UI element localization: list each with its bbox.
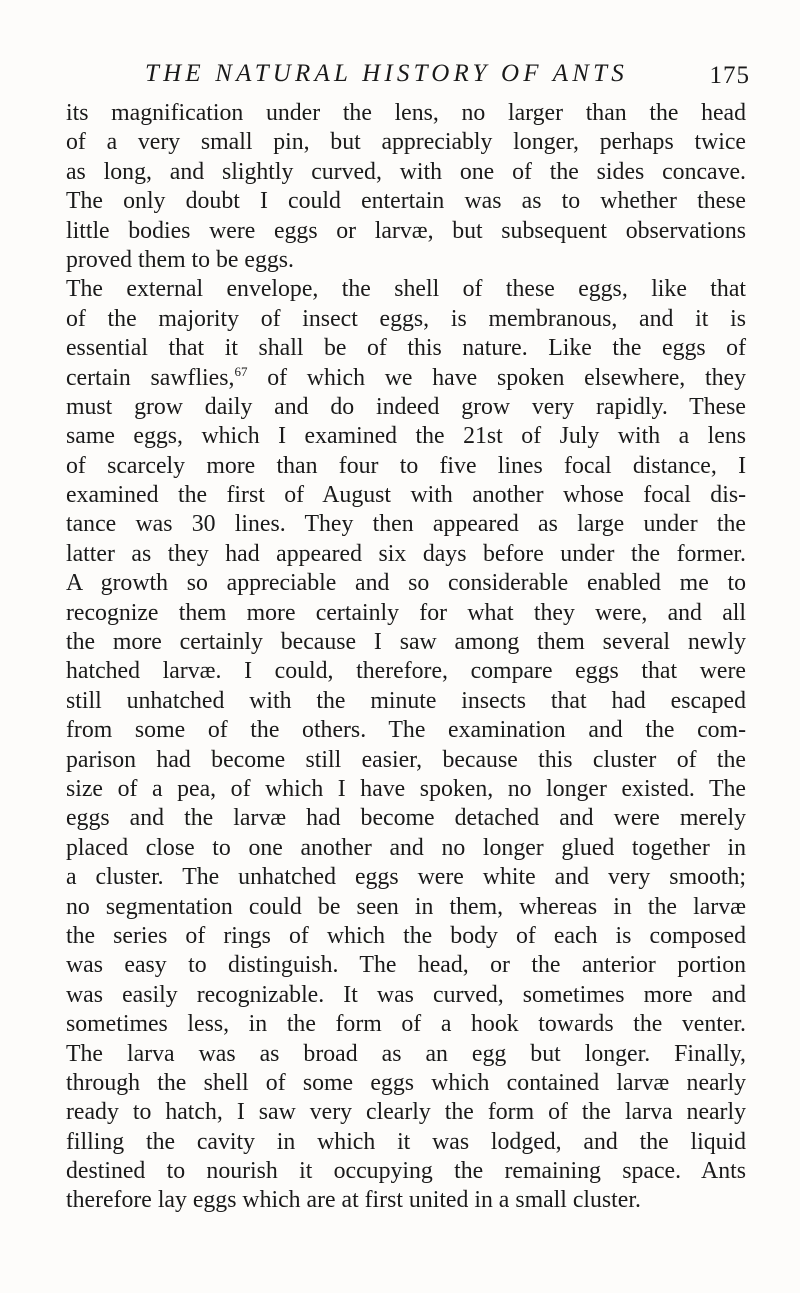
text-line: size of a pea, of which I have spoken, no longer existed. The [66, 775, 746, 802]
text-line: destined to nourish it occupying the remaining space. Ants [66, 1158, 746, 1185]
text-fragment: certain sawflies, [66, 364, 235, 391]
text-line: eggs and the larvæ had become detached and were merely [66, 805, 746, 832]
text-line: essential that it shall be of this nature. Like the eggs of [66, 335, 746, 362]
footnote-reference[interactable]: 67 [234, 363, 248, 379]
text-line: ready to hatch, I saw very clearly the form of the larva nearly [66, 1099, 746, 1126]
text-line-with-footnote [66, 364, 746, 393]
text-line: tance was 30 lines. They then appeared as large under the [66, 511, 746, 538]
text-line: was easy to distinguish. The head, or the anterior portion [66, 952, 746, 979]
text-line: of the majority of insect eggs, is membranous, and it is [66, 305, 746, 332]
text-line: was easily recognizable. It was curved, sometimes more and [66, 981, 746, 1008]
text-line: recognize them more certainly for what they were, and all [66, 599, 746, 626]
text-line: its magnification under the lens, no larger than the head [66, 100, 746, 126]
text-line: placed close to one another and no longer glued together in [66, 834, 746, 861]
page-number: 175 [709, 62, 750, 89]
text-line: The larva was as broad as an egg but longer. Finally, [66, 1040, 746, 1067]
text-line: same eggs, which I examined the 21st of July with a lens [66, 423, 746, 450]
body-text [66, 99, 746, 1216]
text-line: The only doubt I could entertain was as to whether these [66, 188, 746, 215]
text-line: therefore lay eggs which are at first united in a small cluster. [66, 1187, 641, 1214]
text-fragment: of which we have spoken elsewhere, they [247, 364, 746, 391]
text-line: proved them to be eggs. [66, 246, 294, 273]
running-title: THE NATURAL HISTORY OF ANTS [145, 60, 628, 87]
text-line: The external envelope, the shell of these eggs, like that [66, 276, 746, 303]
text-line: no segmentation could be seen in them, whereas in the larvæ [66, 893, 746, 920]
text-line: A growth so appreciable and so considerable enabled me to [66, 570, 746, 597]
text-line: hatched larvæ. I could, therefore, compare eggs that were [66, 658, 746, 685]
text-line: a cluster. The unhatched eggs were white and very smooth; [66, 864, 746, 891]
text-line: parison had become still easier, because this cluster of the [66, 746, 746, 773]
text-line: little bodies were eggs or larvæ, but subsequent observations [66, 217, 746, 244]
text-line: of scarcely more than four to five lines focal distance, I [66, 452, 746, 479]
text-line: must grow daily and do indeed grow very rapidly. These [66, 393, 746, 420]
text-line: from some of the others. The examination and the com- [66, 717, 746, 744]
text-line: as long, and slightly curved, with one of the sides concave. [66, 158, 746, 185]
text-line: still unhatched with the minute insects that had escaped [66, 687, 746, 714]
text-line: of a very small pin, but appreciably longer, perhaps twice [66, 129, 746, 156]
text-line: examined the first of August with another whose focal dis- [66, 482, 746, 509]
text-line: filling the cavity in which it was lodged, and the liquid [66, 1128, 746, 1155]
text-line: the series of rings of which the body of each is composed [66, 922, 746, 949]
text-line: the more certainly because I saw among them several newly [66, 629, 746, 656]
text-line: latter as they had appeared six days before under the former. [66, 540, 746, 567]
text-line: sometimes less, in the form of a hook towards the venter. [66, 1011, 746, 1038]
text-line: through the shell of some eggs which contained larvæ nearly [66, 1069, 746, 1096]
running-header [60, 60, 750, 96]
